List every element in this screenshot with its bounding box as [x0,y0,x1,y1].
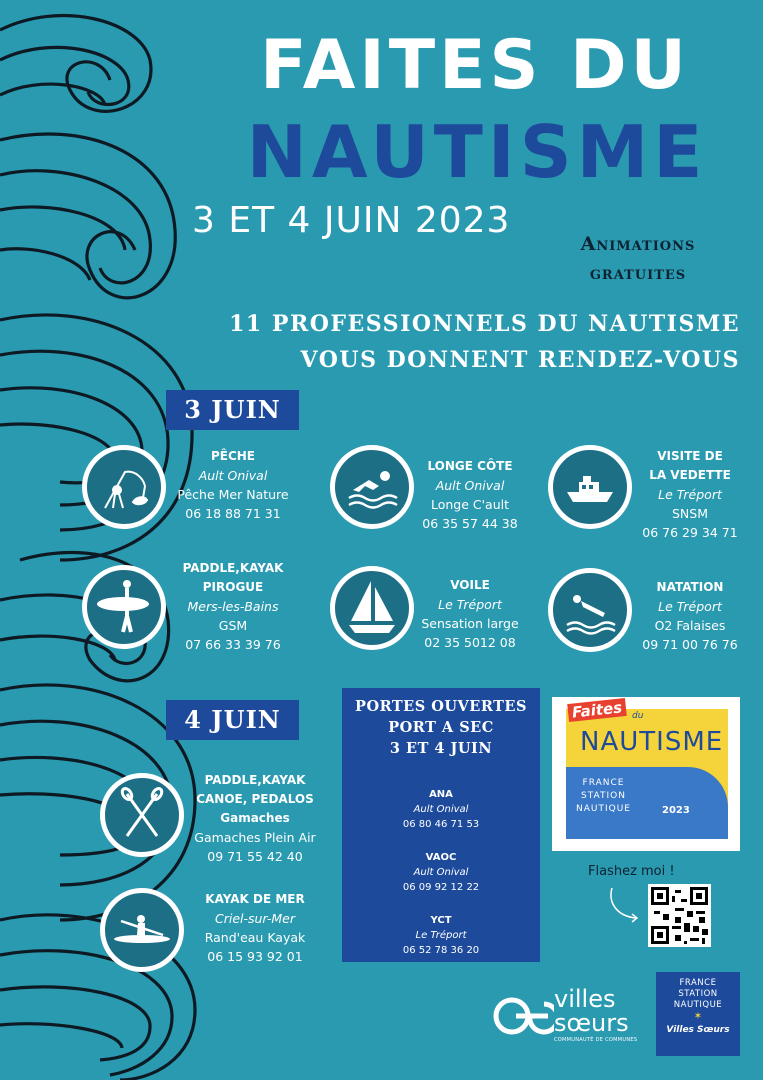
activity-paddle [166,559,300,654]
activity-company: Longe C'ault [430,497,510,512]
diver-icon [548,568,632,652]
villes-soeurs-sub: COMMUNAUTÉ DE COMMUNES [554,1037,638,1043]
activity-natation [632,578,748,654]
activity-phone: 09 71 00 76 76 [642,637,738,652]
fsn-line3: NAUTIQUE [673,1000,723,1010]
club-phone: 06 80 46 71 53 [402,819,480,830]
activity-voile [412,576,528,652]
logo-nautisme: NAUTISME [580,727,724,757]
activity-company: SNSM [671,506,708,521]
logo-faites: Faites [567,698,627,722]
activity-phone: 09 71 55 42 40 [207,849,303,864]
qr-code-icon [648,884,711,947]
activity-name: LONGE CÔTE [427,459,513,473]
kayak-icon [100,888,184,972]
event-logo [552,697,740,851]
portes-title2: PORT A SEC [388,719,494,736]
activity-company: GSM [218,618,248,633]
logo-year: 2023 [662,805,690,816]
fsn-line2: STATION [678,989,718,999]
event-date: 3 ET 4 JUIN 2023 [192,200,511,241]
title-line1: FAITES DU [260,26,690,105]
activity-phone: 06 15 93 92 01 [207,949,303,964]
flash-label: Flashez moi ! [588,864,675,879]
activity-name: PADDLE,KAYAK [204,773,306,787]
pros-line2: VOUS DONNENT RENDEZ-VOUS [300,347,740,373]
swimmer-icon [330,445,414,529]
activity-name: PÊCHE [210,449,256,463]
activity-vedette [632,447,748,542]
pros-line1: 11 PROFESSIONNELS DU NAUTISME [229,311,740,337]
activity-phone: 06 18 88 71 31 [185,506,281,521]
activity-name2: PIROGUE [202,580,264,594]
club-place: Ault Onival [413,804,469,815]
portes-title1: PORTES OUVERTES [355,698,527,715]
france-station-nautique-logo [656,972,740,1056]
curved-arrow-icon [606,886,646,926]
activity-phone: 06 35 57 44 38 [422,516,518,531]
logo-du: du [632,711,644,721]
activity-place: Le Tréport [658,487,722,502]
activity-place: Le Tréport [438,597,502,612]
boat-icon [548,445,632,529]
club-name: YCT [430,915,452,926]
fsn-line1: FRANCE [679,978,717,988]
activity-place: Gamaches [220,811,290,825]
portes-ouvertes-box [342,688,540,962]
club-phone: 06 09 92 12 22 [402,882,480,893]
logo-station-line3: NAUTIQUE [576,804,631,814]
qr-code[interactable] [648,884,711,947]
activity-place: Mers-les-Bains [187,599,279,614]
logo-station-line2: STATION [581,791,626,801]
club-place: Ault Onival [413,867,469,878]
animations-line1: Animations [580,233,696,255]
activity-longe-cote [412,457,528,533]
activity-name2: CANOE, PEDALOS [196,792,314,806]
activity-name: VISITE DE [657,449,723,463]
club-name: ANA [429,789,453,800]
activity-company: Sensation large [421,616,519,631]
fsn-sub: Villes Sœurs [666,1025,730,1035]
activity-phone: 02 35 5012 08 [424,635,516,650]
activity-name: NATATION [656,580,724,594]
club-phone: 06 52 78 36 20 [402,945,480,956]
activity-phone: 06 76 29 34 71 [642,525,738,540]
activity-place: Ault Onival [198,468,268,483]
activity-place: Le Tréport [658,599,722,614]
animations-gratuites [548,230,728,288]
logo-station [576,777,631,816]
villes-soeurs-line2: sœurs [554,1009,629,1037]
activity-phone: 07 66 33 39 76 [185,637,281,652]
activity-kayak-mer [188,890,322,966]
activity-company: Gamaches Plein Air [194,830,316,845]
day1-badge: 3 JUIN [166,390,299,430]
fishing-icon [82,445,166,529]
sailboat-icon [330,566,414,650]
portes-title3: 3 ET 4 JUIN [389,740,493,757]
canoe-icon [100,773,184,857]
star-icon: ✶ [693,1011,703,1022]
activity-name: VOILE [450,578,490,592]
activity-name: PADDLE,KAYAK [182,561,284,575]
pros-text [210,306,740,378]
activity-company: Pêche Mer Nature [177,487,289,502]
logo-station-line1: FRANCE [582,778,625,788]
activity-name2: LA VEDETTE [649,468,731,482]
club-place: Le Tréport [415,930,467,941]
activity-company: Rand'eau Kayak [204,930,306,945]
activity-canoe [188,771,322,866]
club-vaoc [342,850,540,895]
paddle-icon [82,565,166,649]
activity-peche [166,447,300,523]
villes-soeurs-emblem-icon [490,986,554,1046]
activity-place: Ault Onival [435,478,505,493]
club-yct [342,913,540,958]
day2-badge: 4 JUIN [166,700,299,740]
activity-company: O2 Falaises [654,618,726,633]
club-name: VAOC [425,852,457,863]
club-ana [342,787,540,832]
villes-soeurs-line1: villes [554,985,616,1013]
activity-place: Criel-sur-Mer [214,911,296,926]
villes-soeurs-logo [490,982,640,1052]
activity-name: KAYAK DE MER [205,892,305,906]
title-line2: NAUTISME [246,110,708,194]
animations-line2: gratuites [589,262,687,284]
